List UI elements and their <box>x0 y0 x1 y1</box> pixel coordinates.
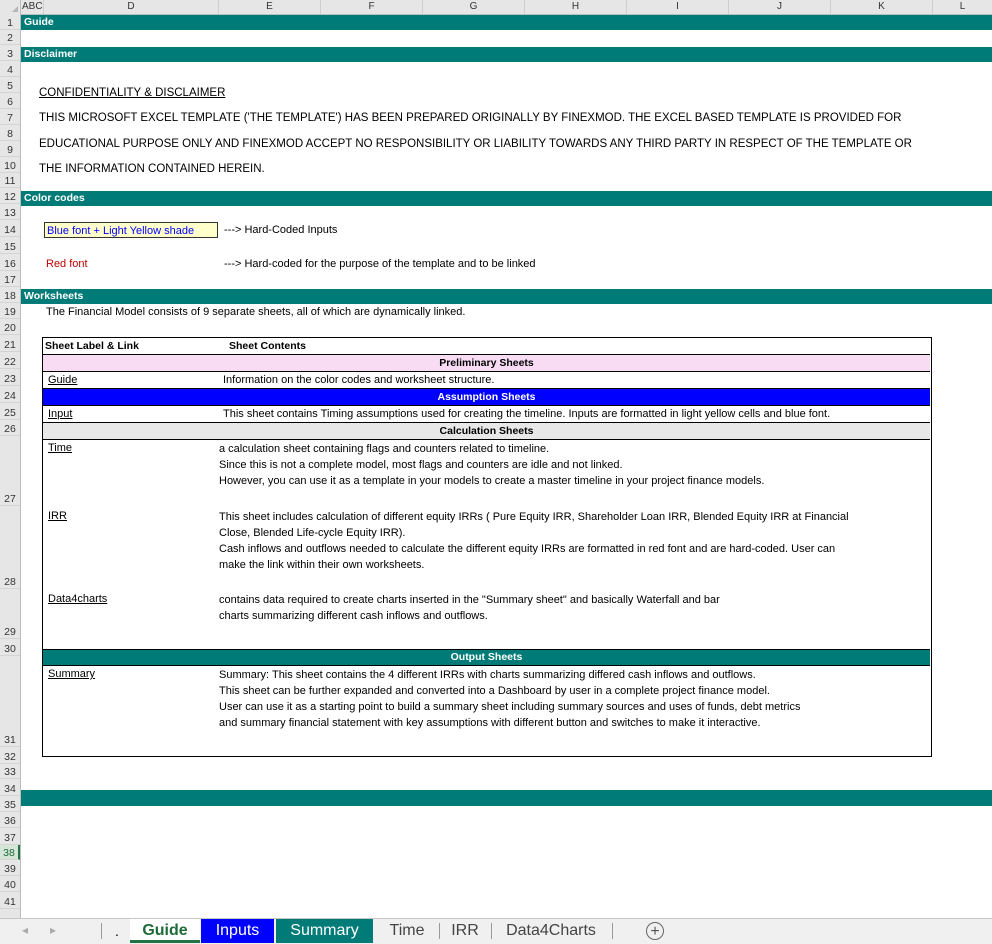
row-header-cell[interactable]: 28 <box>0 506 20 589</box>
col-header-d[interactable]: D <box>44 0 219 14</box>
input-sheet-desc: This sheet contains Timing assumptions used for creating the timeline. Inputs are formatted in light yellow cells and blue font. <box>223 408 831 420</box>
calculation-sheets-row <box>43 423 930 440</box>
row-header-cell[interactable]: 41 <box>0 892 20 909</box>
irr-desc-line: Close, Blended Life-cycle Equity IRR). <box>219 527 406 539</box>
row-header-cell[interactable]: 38 <box>0 845 20 860</box>
input-sheet-link[interactable]: Input <box>48 408 73 420</box>
data4charts-sheet-desc <box>219 592 720 624</box>
tab-summary[interactable]: Summary <box>276 919 373 943</box>
row-header-cell[interactable]: 21 <box>0 335 20 352</box>
section-worksheets: Worksheets <box>21 289 992 304</box>
section-disclaimer: Disclaimer <box>21 47 992 62</box>
disclaimer-line-1: THIS MICROSOFT EXCEL TEMPLATE ('THE TEMPLATE') HAS BEEN PREPARED ORIGINALLY BY FINEXMOD. THE EXCEL BASED TEMPLATE IS PROVIDED FOR <box>39 112 902 124</box>
col-header-f[interactable]: F <box>321 0 423 14</box>
row-header-cell[interactable]: 39 <box>0 860 20 876</box>
table-col-label-header: Sheet Label & Link <box>45 340 139 352</box>
data4charts-sheet-link[interactable]: Data4charts <box>48 593 108 605</box>
disclaimer-line-2: EDUCATIONAL PURPOSE ONLY AND FINEXMOD ACCEPT NO RESPONSIBILITY OR LIABILITY TOWARDS ANY THIRD PARTY IN RESPECT OF THE TEMPLATE OR <box>39 138 912 150</box>
tab-time[interactable]: Time <box>389 922 425 939</box>
row-header-cell[interactable]: 31 <box>0 656 20 747</box>
time-desc-line: However, you can use it as a template in your models to create a master timeline in your project finance models. <box>219 475 765 487</box>
calculation-sheets-label: Calculation Sheets <box>439 425 534 437</box>
assumption-sheets-label: Assumption Sheets <box>437 391 536 403</box>
guide-sheet-desc: Information on the color codes and worksheet structure. <box>223 374 495 386</box>
summary-sheet-link[interactable]: Summary <box>48 668 96 680</box>
col-header-i[interactable]: I <box>627 0 729 14</box>
row-header-cell[interactable]: 10 <box>0 157 20 173</box>
disclaimer-heading: CONFIDENTIALITY & DISCLAIMER <box>39 87 226 99</box>
assumption-sheets-row <box>43 389 930 406</box>
scroll-tabs-right-icon[interactable]: ▸ <box>50 923 57 937</box>
irr-desc-line: Cash inflows and outflows needed to calculate the different equity IRRs are formatted in red font and are hard-coded. User can <box>219 543 836 555</box>
preliminary-sheets-label: Preliminary Sheets <box>439 357 534 369</box>
summary-desc-line: User can use it as a starting point to build a summary sheet including summary sources and uses of funds, debt metrics <box>219 701 801 713</box>
preliminary-sheets-row <box>43 355 930 372</box>
table-row <box>43 406 930 423</box>
time-sheet-link[interactable]: Time <box>48 442 73 454</box>
tab-guide[interactable]: Guide <box>130 919 200 943</box>
output-sheets-label: Output Sheets <box>450 651 523 663</box>
tab-data4charts[interactable]: Data4Charts <box>506 922 596 939</box>
col-header-abc[interactable]: ABC <box>22 1 43 12</box>
tab-separator <box>612 923 613 939</box>
summary-sheet-desc <box>219 667 800 731</box>
row-header-cell[interactable]: 8 <box>0 125 20 141</box>
worksheets-intro: The Financial Model consists of 9 separate sheets, all of which are dynamically linked. <box>46 306 466 318</box>
row-header-cell[interactable]: 1 <box>0 14 20 30</box>
irr-desc-line: make the link within their own worksheets. <box>219 559 425 571</box>
table-header-row <box>43 338 930 355</box>
row-header-cell[interactable]: 18 <box>0 287 20 303</box>
data4charts-desc-line: charts summarizing different cash inflows and outflows. <box>219 610 488 622</box>
row-header-cell[interactable]: 22 <box>0 352 20 369</box>
tab-dot[interactable]: . <box>115 923 119 939</box>
row-header-cell[interactable]: 14 <box>0 220 20 237</box>
row-header-cell[interactable]: 17 <box>0 271 20 287</box>
col-header-k[interactable]: K <box>831 0 933 14</box>
tab-separator <box>101 923 102 939</box>
table-row <box>43 372 930 389</box>
row-header-cell[interactable]: 15 <box>0 237 20 254</box>
section-color-codes: Color codes <box>21 191 992 206</box>
tab-irr[interactable]: IRR <box>451 922 479 939</box>
row-header-cell[interactable]: 34 <box>0 779 20 796</box>
row-header-cell[interactable]: 20 <box>0 319 20 335</box>
table-col-contents-header: Sheet Contents <box>229 340 307 352</box>
col-header-l[interactable]: L <box>959 1 966 12</box>
red-font-sample: Red font <box>46 258 88 270</box>
row-header-cell[interactable]: 12 <box>0 188 20 204</box>
table-row <box>43 666 930 755</box>
row-header-cell[interactable]: 3 <box>0 45 20 61</box>
row-header-cell[interactable]: 29 <box>0 589 20 639</box>
disclaimer-line-3: THE INFORMATION CONTAINED HEREIN. <box>39 163 265 175</box>
sheet-structure-table <box>42 337 932 757</box>
row-header-cell[interactable]: 25 <box>0 403 20 420</box>
guide-sheet-link[interactable]: Guide <box>48 374 78 386</box>
row-header-cell[interactable]: 5 <box>0 77 20 93</box>
red-font-desc: ---> Hard-coded for the purpose of the template and to be linked <box>224 258 536 270</box>
select-all-corner[interactable] <box>0 0 21 14</box>
summary-desc-line: This sheet can be further expanded and converted into a Dashboard by user in a complete project finance model. <box>219 685 770 697</box>
section-guide: Guide <box>21 15 992 30</box>
data4charts-desc-line: contains data required to create charts inserted in the "Summary sheet" and basically Waterfall and bar <box>219 594 720 606</box>
row-header-cell[interactable]: 36 <box>0 812 20 828</box>
row-header-cell[interactable]: 33 <box>0 764 20 779</box>
row-header-cell[interactable]: 23 <box>0 369 20 386</box>
output-sheets-row <box>43 650 930 666</box>
col-header-g[interactable]: G <box>423 0 525 14</box>
irr-sheet-desc <box>219 509 849 573</box>
tab-inputs[interactable]: Inputs <box>201 919 274 943</box>
sheet-tab-bar <box>0 918 992 944</box>
irr-desc-line: This sheet includes calculation of different equity IRRs ( Pure Equity IRR, Shareholder Loan IRR, Blended Equity IRR at Financial <box>219 511 849 523</box>
row-header-cell[interactable]: 2 <box>0 30 20 45</box>
col-header-j[interactable]: J <box>729 0 831 14</box>
time-desc-line: Since this is not a complete model, most flags and counters are idle and not linked. <box>219 459 623 471</box>
scroll-tabs-left-icon[interactable]: ◂ <box>22 923 29 937</box>
row-header-cell[interactable]: 4 <box>0 61 20 77</box>
row-header-cell[interactable]: 40 <box>0 876 20 892</box>
row-header-cell[interactable]: 19 <box>0 303 20 319</box>
row-header-cell[interactable]: 26 <box>0 420 20 436</box>
row-header-cell[interactable]: 37 <box>0 828 20 845</box>
summary-desc-line: and summary financial statement with key assumptions with different button and switches to make it interactive. <box>219 717 761 729</box>
calculation-block <box>43 440 930 650</box>
row-header <box>0 14 21 918</box>
row-header-cell[interactable]: 16 <box>0 254 20 271</box>
row-header-cell[interactable]: 30 <box>0 639 20 656</box>
row-header-cell[interactable]: 11 <box>0 173 20 188</box>
section-footer-bar <box>21 790 992 806</box>
row-header-cell[interactable]: 32 <box>0 747 20 764</box>
col-header-h[interactable]: H <box>525 0 627 14</box>
row-header-cell[interactable]: 27 <box>0 436 20 506</box>
time-sheet-desc <box>219 441 764 489</box>
time-desc-line: a calculation sheet containing flags and counters related to timeline. <box>219 443 550 455</box>
row-header-cell[interactable]: 7 <box>0 109 20 125</box>
row-header-cell[interactable]: 35 <box>0 796 20 812</box>
summary-desc-line: Summary: This sheet contains the 4 different IRRs with charts summarizing differed cash inflows and outflows. <box>219 669 756 681</box>
row-header-cell[interactable]: 6 <box>0 93 20 109</box>
col-header-e[interactable]: E <box>219 0 321 14</box>
row-header-cell[interactable]: 24 <box>0 386 20 403</box>
blue-font-desc: ---> Hard-Coded Inputs <box>224 224 338 236</box>
blue-font-yellow-shade-sample: Blue font + Light Yellow shade <box>44 222 218 238</box>
column-header <box>0 0 992 15</box>
row-header-cell[interactable]: 13 <box>0 204 20 220</box>
add-sheet-icon[interactable]: + <box>646 922 664 940</box>
row-header-cell[interactable]: 9 <box>0 141 20 157</box>
irr-sheet-link[interactable]: IRR <box>48 510 67 522</box>
